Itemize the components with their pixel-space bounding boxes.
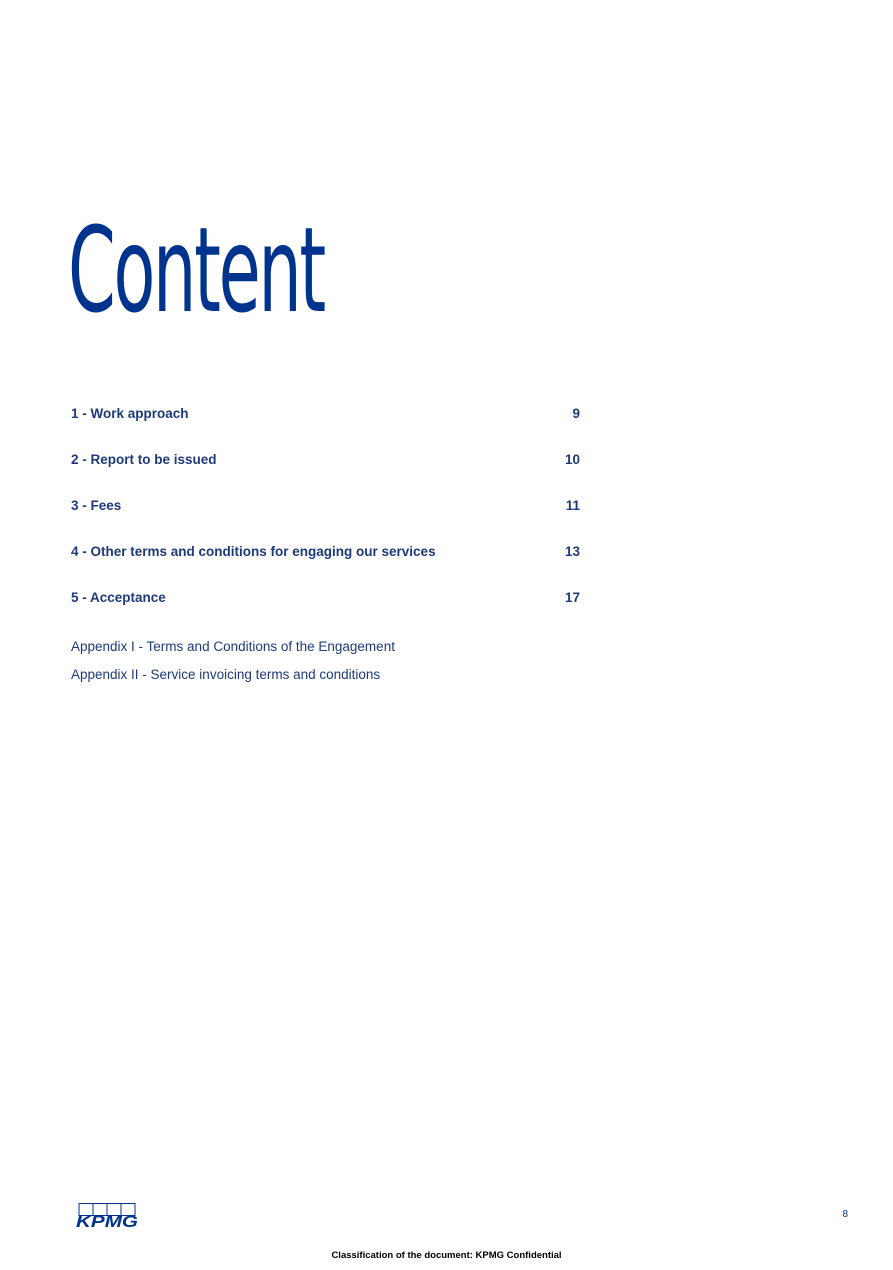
- logo-text: KPMG: [76, 1212, 138, 1229]
- toc-item-page-number: 11: [565, 498, 580, 513]
- toc-item-acceptance[interactable]: [71, 590, 580, 612]
- toc-item-page-number: 13: [564, 544, 580, 559]
- toc-item-label: 4 - Other terms and conditions for engaging our services: [71, 544, 436, 559]
- page-title: Content: [68, 201, 324, 339]
- toc-item-label: 5 - Acceptance: [71, 590, 166, 605]
- toc-appendix-2[interactable]: Appendix II - Service invoicing terms and conditions: [71, 667, 381, 682]
- kpmg-logo: [76, 1203, 140, 1229]
- toc-item-work-approach[interactable]: [71, 406, 580, 428]
- document-classification: Classification of the document: KPMG Confidential: [331, 1250, 562, 1261]
- table-of-contents: [71, 406, 580, 636]
- toc-item-label: 3 - Fees: [71, 498, 122, 513]
- toc-item-label: 2 - Report to be issued: [71, 452, 217, 467]
- toc-item-page-number: 10: [564, 452, 580, 467]
- toc-item-page-number: 17: [564, 590, 580, 605]
- page-number: 8: [842, 1209, 848, 1220]
- toc-item-other-terms[interactable]: [71, 544, 580, 566]
- toc-appendix-1[interactable]: Appendix I - Terms and Conditions of the Engagement: [71, 639, 395, 654]
- toc-item-report-to-be-issued[interactable]: [71, 452, 580, 474]
- toc-item-page-number: 9: [572, 406, 580, 421]
- toc-item-label: 1 - Work approach: [71, 406, 189, 421]
- toc-item-fees[interactable]: [71, 498, 580, 520]
